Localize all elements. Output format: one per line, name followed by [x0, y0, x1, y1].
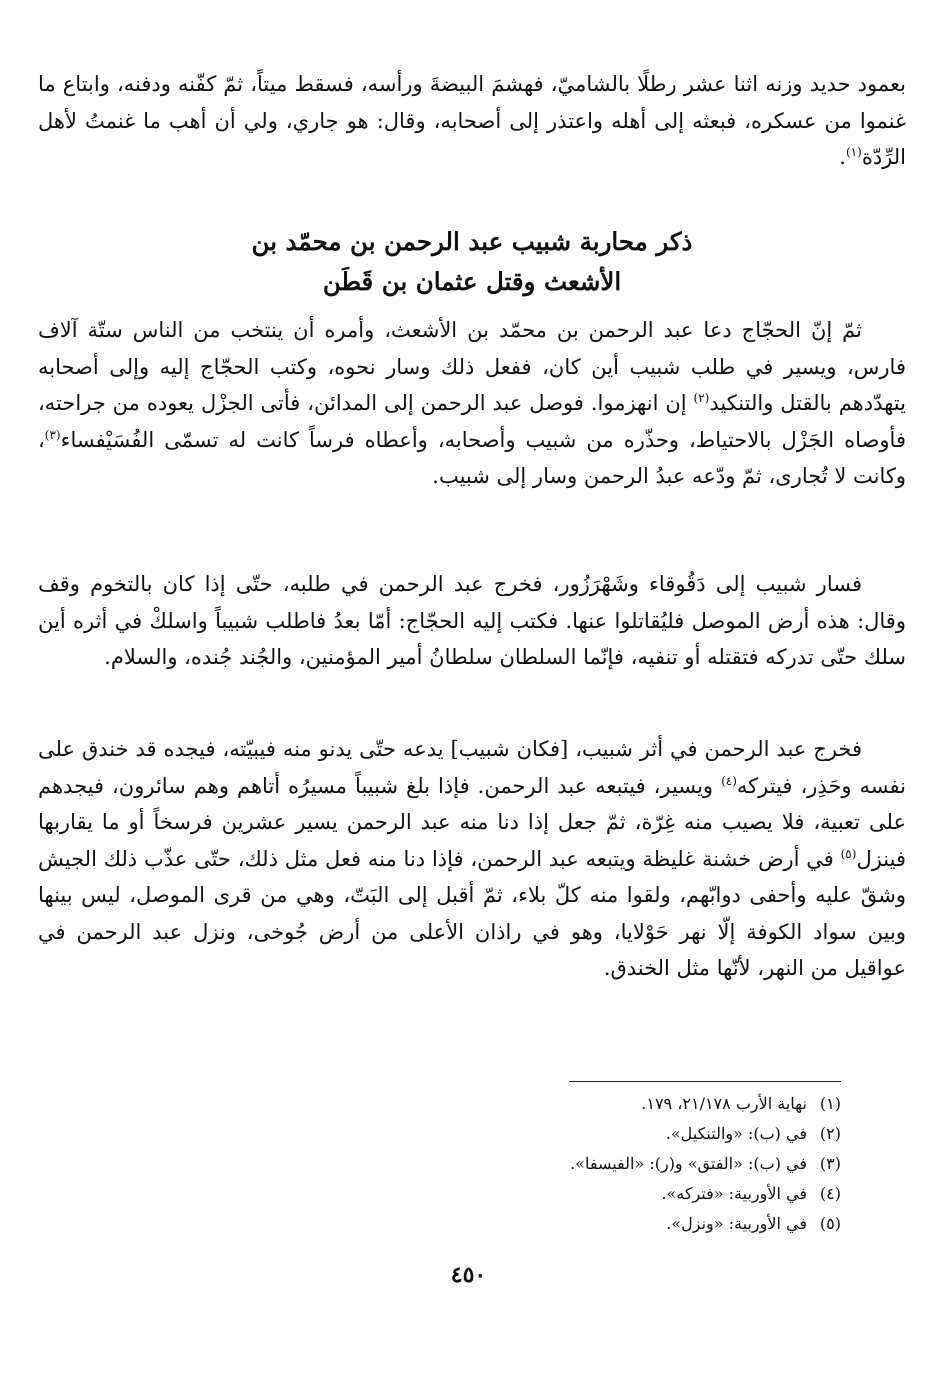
footnotes-list — [241, 1089, 841, 1239]
footnote-text: في الأوربية: «فتركه». — [661, 1184, 807, 1203]
footnote-ref-2[interactable]: (٢) — [693, 391, 710, 405]
footnote-ref-5[interactable]: (٥) — [840, 846, 857, 861]
heading-line-2: الأشعث وقتل عثمان بن قَطَن — [322, 267, 622, 296]
paragraph-3-part-1: فخرج عبد الرحمن في أثر شبيب، [فكان شبيب] يدعه حتّى يدنو منه فيبيّته، فيجده قد خندق على نفسه وحَذِر، فيتركه — [38, 737, 906, 798]
footnote-ref-4[interactable]: (٤) — [721, 773, 737, 788]
footnote-item — [241, 1209, 841, 1239]
paragraph-2-text: فسار شبيب إلى دَقُوقاء وشَهْرَزُور، فخرج عبد الرحمن في طلبه، حتّى إذا كان بالتخوم وقف وقال: هذه أرض الموصل فليُقاتلوا عنها. فكتب إليه الحجّاج: أمّا بعدُ فاطلب شبيباً واسلكْ في أثره أين سلك حتّى تدركه فتقتله أو تنفيه، فإنّما السلطان سلطانُ أمير المؤمنين، والجُند جُنده، والسلام. — [38, 572, 906, 669]
footnote-text: نهاية الأرب ٢١/١٧٨، ١٧٩. — [641, 1094, 807, 1113]
paragraph-1-part-3: ، وكانت لا تُجارى، ثمّ ودّعه عبدُ الرحمن وسار إلى شبيب. — [38, 427, 906, 488]
intro-paragraph — [38, 66, 906, 176]
footnote-item — [241, 1179, 841, 1209]
paragraph-1-part-2: إن انهزموا. فوصل عبد الرحمن إلى المدائن، فأتى الجزْل يعوده من جراحته، فأوصاه الجَزْل بالاحتياط، وحذّره من شبيب وأصحابه، وأعطاه فرساً كانت له تسمّى الفُسَيْفساء — [38, 391, 906, 452]
footnote-divider — [569, 1081, 841, 1082]
footnote-text: في الأوربية: «ونزل». — [666, 1214, 807, 1233]
footnote-text: في (ب): «والتنكيل». — [665, 1124, 807, 1143]
intro-end: . — [839, 145, 846, 169]
footnote-number: (١) — [819, 1094, 841, 1113]
paragraph-1 — [38, 312, 906, 495]
footnote-item — [241, 1089, 841, 1119]
paragraph-3-part-2: ويسير، فيتبعه عبد الرحمن. فإذا بلغ شبيباً مسيرُه أتاهم وهم سائرون، فيجدهم على تعبية، فلا يصيب منه غِرّة، ثمّ جعل إذا دنا منه عبد الرحمن يسير عشرين فرسخاً أو ما يقاربها فينزل — [38, 773, 906, 871]
footnote-item — [241, 1119, 841, 1149]
intro-text: بعمود حديد وزنه اثنا عشر رطلًا بالشاميّ، فهشمَ البيضةَ ورأسه، فسقط ميتاً، ثمّ كفّنه ودفنه، وابتاع ما غنموا من عسكره، فبعثه إلى أهله واعتذر إلى أصحابه، وقال: هو جاري، ولي أن أهب ما غنمتُ لأهل الرِّدّة — [38, 72, 906, 169]
paragraph-3-part-3: في أرض خشنة غليظة ويتبعه عبد الرحمن، فإذا دنا منه فعل مثل ذلك، حتّى عذّب ذلك الجيش وشقّ عليه وأحفى دوابّهم، ولقوا منه كلّ بلاء، ثمّ أقبل إلى البَتّ، وهي من قرى الموصل، ليس بينها وبين سواد الكوفة إلّا نهر حَوْلايا، وهو في راذان الأعلى من أرض جُوخى، ونزل عبد الرحمن في عواقيل من النهر، لأنّها مثل الخندق. — [38, 846, 906, 980]
section-heading — [38, 222, 906, 302]
page-number: ٤٥٠ — [450, 1262, 487, 1288]
paragraph-2 — [38, 566, 906, 676]
heading-line-1: ذكر محاربة شبيب عبد الرحمن بن محمّد بن — [251, 227, 693, 256]
paragraph-1-part-1: ثمّ إنّ الحجّاج دعا عبد الرحمن بن محمّد بن الأشعث، وأمره أن ينتخب من الناس ستّة آلاف فارس، ويسير في طلب شبيب أين كان، ففعل ذلك وسار نحوه، وكتب الحجّاج إليه وإلى أصحابه يتهدّدهم بالقتل والتنكيد — [38, 318, 906, 415]
footnote-number: (٤) — [819, 1184, 841, 1203]
footnote-item — [241, 1149, 841, 1179]
footnote-number: (٥) — [819, 1214, 841, 1233]
footnote-number: (٢) — [819, 1124, 841, 1143]
footnote-ref-3[interactable]: (٣) — [44, 427, 61, 442]
paragraph-3 — [38, 731, 906, 987]
footnote-ref-1[interactable]: (١) — [845, 145, 862, 159]
footnote-text: في (ب): «الفتق» و(ر): «الفيسفا». — [570, 1154, 807, 1173]
footnote-number: (٣) — [819, 1154, 841, 1173]
